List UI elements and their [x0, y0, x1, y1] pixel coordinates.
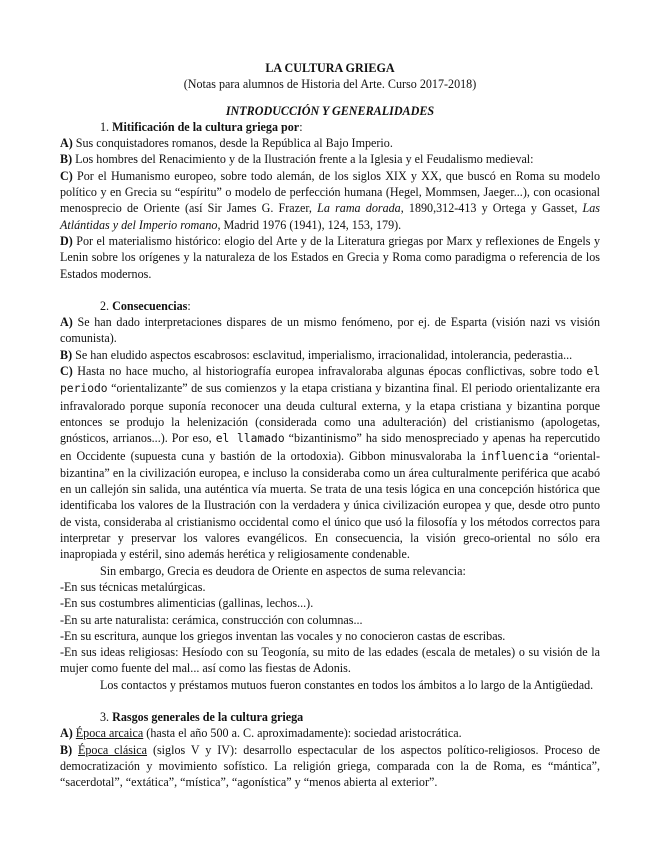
s3-item-a [60, 725, 600, 741]
s2-item-c-text-4: “oriental-bizantina” en la civilización europea, e incluso la consideraba como un área culturalmente periférica que acabó en un callejón sin salida, una auténtica vía muerta. Se trata de una tesis lógica en una concepción histórica que identificaba los valores de la Ilustración con la verdadera y única civilización europea y que, desde otro punto de vista, consideraba al cristianismo occidental como el único que usó la filosofía y los métodos correctos para interpretar y preservar los valores evangélicos. En consecuencia, la visión greco-oriental no sólo era inapropiada y estéril, sino además herética y religiosamente condenable. [60, 448, 601, 562]
section-1-heading [60, 119, 600, 135]
s1-item-c [60, 168, 600, 233]
s2-item-a-label: A) [60, 315, 73, 330]
s1-item-b-label: B) [60, 152, 73, 167]
book-title-las-atlantidas: Las Atlántidas y del Imperio romano [60, 201, 601, 232]
s1-item-a [60, 135, 600, 151]
s3-item-b [60, 742, 600, 791]
section-heading: INTRODUCCIÓN Y GENERALIDADES [225, 103, 435, 118]
s1-item-c-text-3: , Madrid 1976 (1941), 124, 153, 179). [217, 217, 402, 232]
s2-item-b [60, 347, 600, 363]
section-2-title: Consecuencias [112, 298, 188, 313]
spacer [60, 693, 600, 709]
section-3-number: 3. [100, 709, 113, 724]
section-3-heading [60, 709, 600, 725]
section-2-colon: : [187, 298, 191, 313]
s1-item-d-label: D) [60, 233, 73, 248]
s3-item-a-label: A) [60, 726, 73, 741]
s2-list-item: -En sus costumbres alimenticias (gallinas, lechos...). [60, 596, 314, 611]
s2-item-a-text: Se han dado interpretaciones dispares de un mismo fenómeno, por ej. de Esparta (visión nazi vs visión comunista). [60, 315, 600, 346]
s1-item-c-text-1: Por el Humanismo europeo, sobre todo alemán, de los siglos XIX y XX, que buscó en Roma su modelo político y en Grecia su “espíritu” o modelo de perfección humana (Hegel, Mommsen, Jaeger...), con ocasional menosprecio de Oriente (así Sir James G. Frazer, [60, 168, 600, 216]
document-subtitle: (Notas para alumnos de Historia del Arte. Curso 2017-2018) [183, 77, 477, 92]
s1-item-a-text: Sus conquistadores romanos, desde la República al Bajo Imperio. [72, 136, 393, 151]
section-2-heading [60, 298, 600, 314]
s3-item-b-text: (siglos V y IV): desarrollo espectacular de los aspectos político-religiosos. Proceso de democratización y movimiento sofístico. La religión griega, comparada con la de Roma, es “mántica”, “sacerdotal”, “extática”, “mística”, “agonística” y “menos abierta al exterior”. [60, 742, 600, 790]
s2-item-a [60, 314, 600, 347]
s3-item-b-term: Época clásica [78, 742, 148, 757]
s2-contactos-paragraph: Los contactos y préstamos mutuos fueron constantes en todos los ámbitos a lo largo de la Antigüedad. [100, 677, 594, 692]
s1-item-b [60, 151, 600, 167]
document-title: LA CULTURA GRIEGA [265, 61, 395, 75]
s2-list-item: -En su arte naturalista: cerámica, construcción con columnas... [60, 612, 363, 627]
s1-item-b-text: Los hombres del Renacimiento y de la Ilustración frente a la Iglesia y el Feudalismo medieval: [72, 152, 534, 167]
s3-item-a-term: Época arcaica [75, 726, 144, 741]
s3-item-b-label: B) [60, 742, 73, 757]
s1-item-a-label: A) [60, 136, 73, 151]
s2-item-c [60, 363, 600, 563]
s2-item-c-text-1: Hasta no hace mucho, al historiografía europea infravaloraba algunas épocas conflictivas, sobre todo [72, 364, 587, 379]
section-2-number: 2. [100, 298, 113, 313]
s2-item-c-mono-1: el periodo [60, 365, 600, 396]
s2-item-c-text-3: “bizantinismo” ha sido menospreciado y apenas ha repercutido en Occidente (supuesta cuna y bastión de la ortodoxia). Gibbon minusvaloraba la [60, 431, 600, 463]
s1-item-d-text: Por el materialismo histórico: elogio del Arte y de la Literatura griegas por Marx y reflexiones de Engels y Lenin sobre los orígenes y la naturaleza de los Estados en Grecia y Roma como paradigma o referencia de los Estados modernos. [60, 233, 600, 281]
section-1-colon: : [299, 119, 303, 134]
s2-item-b-label: B) [60, 347, 73, 362]
s2-embargo-paragraph: Sin embargo, Grecia es deudora de Oriente en aspectos de suma relevancia: [100, 563, 466, 578]
s1-item-d [60, 233, 600, 282]
section-1-title: Mitificación de la cultura griega por [112, 119, 300, 134]
s2-item-c-mono-2: el llamado [215, 432, 285, 446]
s3-item-a-text: (hasta el año 500 a. C. aproximadamente): sociedad aristocrática. [143, 726, 462, 741]
section-1-number: 1. [100, 119, 113, 134]
s2-list-item: -En sus ideas religiosas: Hesíodo con su Teogonía, su mito de las edades (escala de metales) o su visión de la mujer como fuente del mal... así como las fiestas de Adonis. [60, 645, 600, 676]
section-3-title: Rasgos generales de la cultura griega [112, 709, 304, 724]
book-title-la-rama-dorada: La rama dorada [317, 201, 401, 216]
s2-item-b-text: Se han eludido aspectos escabrosos: esclavitud, imperialismo, irracionalidad, intolerancia, pederastia... [72, 347, 573, 362]
s1-item-c-text-2: , 1890,312-413 y Ortega y Gasset, [400, 201, 583, 216]
spacer [60, 282, 600, 298]
s2-list-item: -En sus técnicas metalúrgicas. [60, 579, 206, 594]
s2-item-c-mono-3: influencia [480, 449, 549, 463]
s2-item-c-text-2: “orientalizante” de sus comienzos y la etapa cristiana y bizantina final. El periodo orientalizante era infravalorado porque suponía reconocer una deuda cultural externa, y la etapa cristiana y bizantina porque entonces se produjo la helenización (considerada como una adulteración) del cristianismo (apologetas, gnósticos, arrianos...). Por eso, [60, 381, 600, 446]
s1-item-c-label: C) [60, 168, 73, 183]
s2-list-item: -En su escritura, aunque los griegos inventan las vocales y no conocieron castas de escribas. [60, 628, 506, 643]
s2-item-c-label: C) [60, 364, 73, 379]
